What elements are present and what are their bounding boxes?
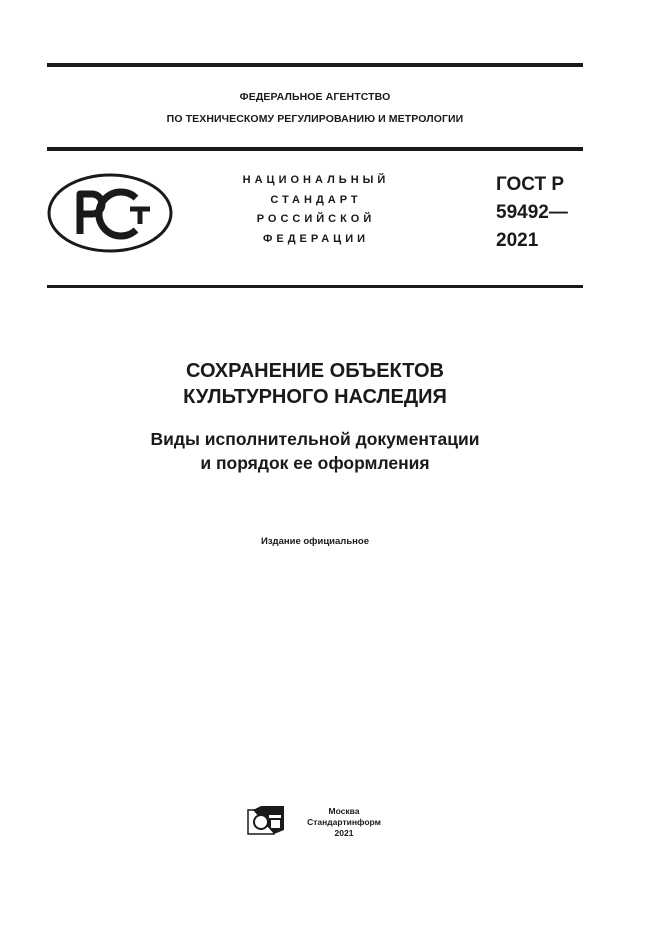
document-title-line2: КУЛЬТУРНОГО НАСЛЕДИЯ bbox=[183, 386, 447, 408]
header-rule bbox=[47, 147, 583, 151]
designation-line2: 59492— bbox=[496, 202, 568, 223]
designation-line1: ГОСТ Р bbox=[496, 174, 565, 195]
standard-type-line2: СТАНДАРТ bbox=[270, 194, 362, 206]
standard-type-line4: ФЕДЕРАЦИИ bbox=[262, 233, 370, 245]
edition-label: Издание официальное bbox=[261, 536, 369, 547]
agency-name-line1: ФЕДЕРАЛЬНОЕ АГЕНТСТВО bbox=[239, 91, 391, 103]
publisher-name: Стандартинформ bbox=[307, 817, 381, 827]
gost-r-emblem-icon bbox=[46, 172, 174, 254]
top-rule bbox=[47, 63, 583, 67]
document-subtitle-line1: Виды исполнительной документации bbox=[150, 429, 480, 449]
designation-line3: 2021 bbox=[496, 230, 539, 251]
agency-name-line2: ПО ТЕХНИЧЕСКОМУ РЕГУЛИРОВАНИЮ И МЕТРОЛОГИИ bbox=[166, 113, 464, 125]
publisher-city: Москва bbox=[328, 806, 360, 816]
document-title-line1: СОХРАНЕНИЕ ОБЪЕКТОВ bbox=[186, 360, 444, 382]
standard-type-line3: РОССИЙСКОЙ bbox=[256, 213, 376, 225]
standard-type-line1: НАЦИОНАЛЬНЫЙ bbox=[242, 174, 390, 186]
standartinform-logo-icon bbox=[247, 806, 285, 836]
publisher-year: 2021 bbox=[334, 828, 354, 838]
designation-rule bbox=[47, 285, 583, 288]
document-subtitle-line2: и порядок ее оформления bbox=[200, 453, 430, 473]
